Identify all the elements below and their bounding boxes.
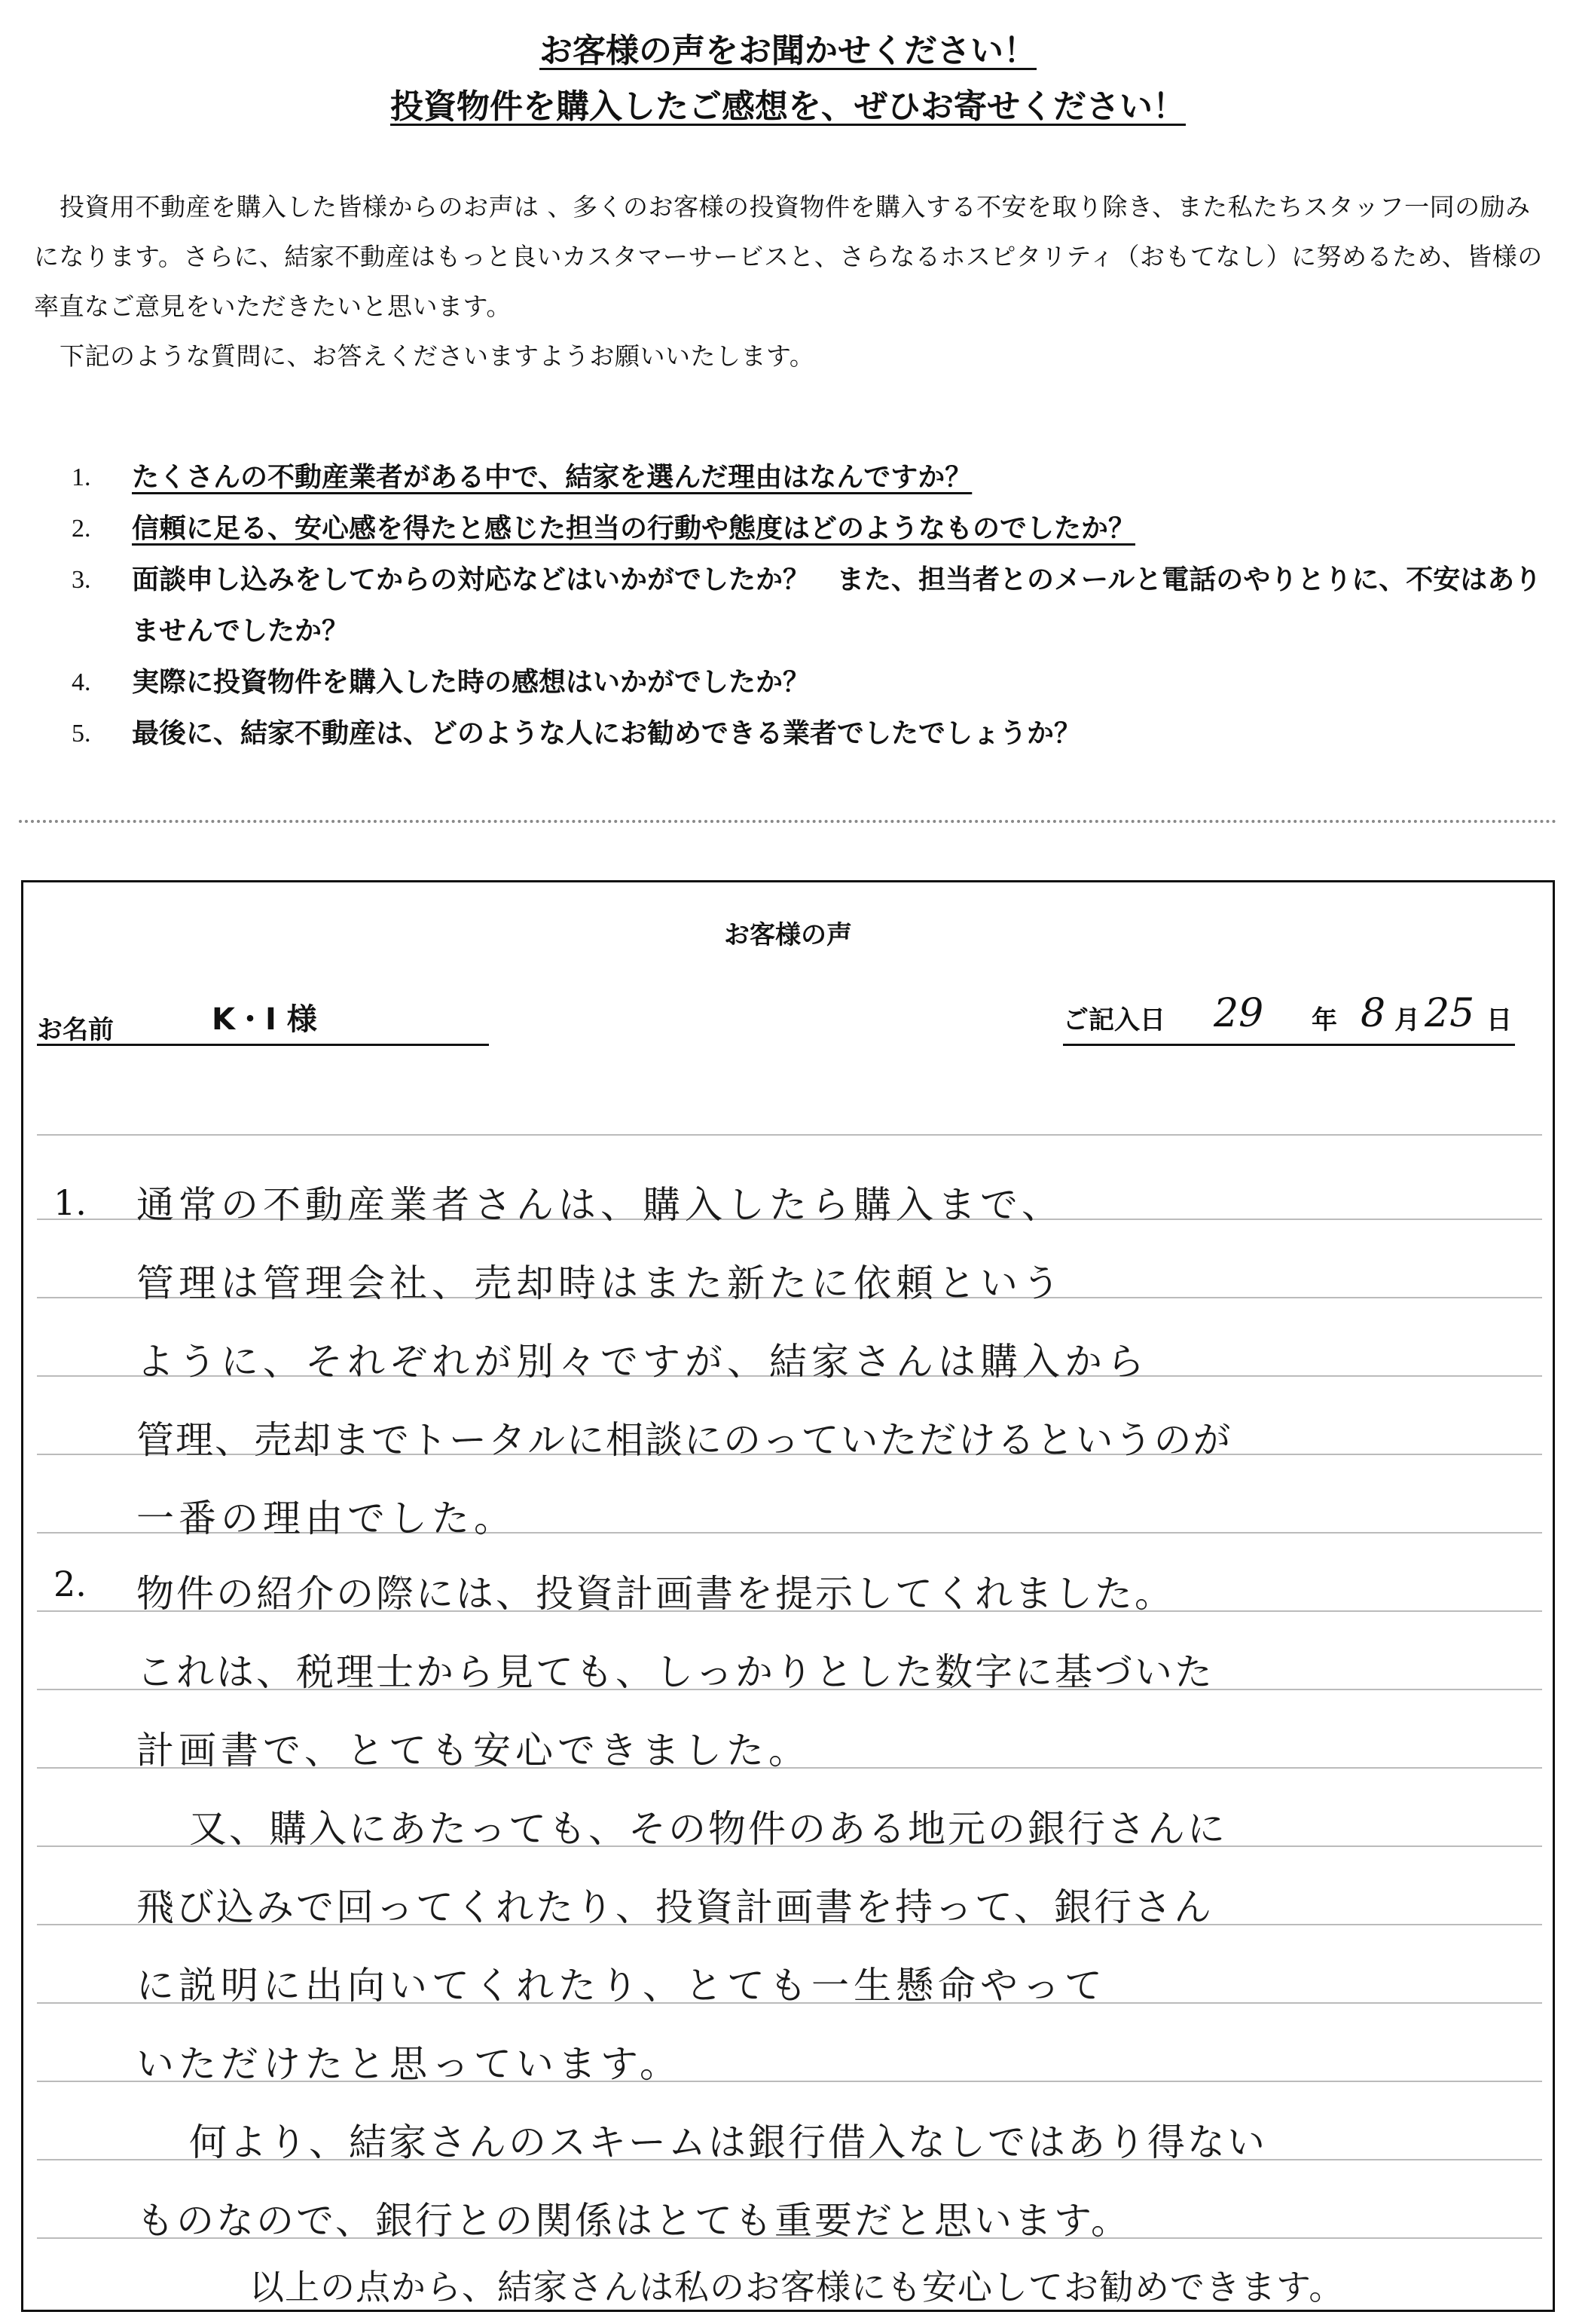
page-subtitle xyxy=(0,84,1576,130)
title-line-2: 投資物件を購入したご感想を、ぜひお寄せください！ xyxy=(390,87,1186,126)
answer-line: 計画書で、とても安心できました。 xyxy=(136,1729,811,1772)
intro-request: 下記のような質問に、お答えくださいますようお願いいたします。 xyxy=(60,341,815,371)
question-item xyxy=(72,708,1548,760)
question-item xyxy=(72,657,1548,708)
answer-line: 管理、売却までトータルに相談にのっていただけるというのが xyxy=(136,1418,1232,1462)
question-number: 5. xyxy=(72,720,91,748)
ruled-line xyxy=(37,1134,1542,1136)
page-title xyxy=(0,29,1576,74)
name-label: お名前 xyxy=(37,1015,114,1045)
date-month-unit: 月 xyxy=(1394,1005,1420,1035)
intro-paragraph: 投資用不動産を購入した皆様からのお声は 、多くのお客様の投資物件を購入する不安を取り除き、また私たちスタッフ一同の励みになります。さらに、結家不動産はもっと良いカスタマーサービスと、さらなるホスピタリティ（おもてなし）に努めるため、皆様の率直なご意見をいただきたいと思います。 xyxy=(34,192,1543,321)
answer-line: これは、税理士から見ても、しっかりとした数字に基づいた xyxy=(136,1650,1214,1694)
question-item xyxy=(72,555,1548,657)
question-list xyxy=(72,452,1548,760)
question-item xyxy=(72,503,1548,555)
question-number: 3. xyxy=(72,566,91,594)
answer-line: 以上の点から、結家さんは私のお客様にも安心してお勧めできます。 xyxy=(249,2267,1345,2307)
voice-heading: お客様の声 xyxy=(724,920,852,950)
answer-line: 物件の紹介の際には、投資計画書を提示してくれました。 xyxy=(136,1572,1174,1616)
customer-voice-box xyxy=(21,880,1555,2312)
answer-line: 管理は管理会社、売却時はまた新たに依頼という xyxy=(136,1261,1064,1305)
title-line-1: お客様の声をお聞かせください！ xyxy=(539,32,1037,70)
answer-number: 1. xyxy=(53,1182,87,1223)
question-text: 信頼に足る、安心感を得たと感じた担当の行動や態度はどのようなものでしたか？ xyxy=(132,513,1136,544)
answer-number: 2. xyxy=(53,1564,87,1604)
date-year-unit: 年 xyxy=(1312,1005,1337,1035)
date-label: ご記入日 xyxy=(1063,1005,1165,1035)
date-day: 25 xyxy=(1425,991,1475,1036)
answer-line: 通常の不動産業者さんは、購入したら購入まで、 xyxy=(136,1183,1064,1227)
date-month: 8 xyxy=(1361,991,1386,1036)
question-number: 1. xyxy=(72,463,91,491)
entry-date xyxy=(1063,992,1530,1045)
answer-line: いただけたと思っています。 xyxy=(136,2042,682,2086)
question-text: 実際に投資物件を購入した時の感想はいかがでしたか？ xyxy=(132,667,811,698)
name-underline xyxy=(37,1044,489,1046)
question-number: 2. xyxy=(72,515,91,543)
answer-line: 何より、結家さんのスキームは銀行借入なしではあり得ない xyxy=(189,2121,1267,2164)
answer-line: 一番の理由でした。 xyxy=(136,1497,516,1540)
answer-line: ように、それぞれが別々ですが、結家さんは購入から xyxy=(136,1340,1149,1384)
answer-line: 飛び込みで回ってくれたり、投資計画書を持って、銀行さん xyxy=(136,1885,1214,1929)
question-text: たくさんの不動産業者がある中で、結家を選んだ理由はなんですか？ xyxy=(132,462,973,493)
question-text: 最後に、結家不動産は、どのような人にお勧めできる業者でしたでしょうか？ xyxy=(132,718,1082,749)
date-year: 29 xyxy=(1214,991,1264,1036)
question-item xyxy=(72,452,1548,503)
answer-line: 又、購入にあたっても、その物件のある地元の銀行さんに xyxy=(189,1807,1227,1851)
name-value: K・I 様 xyxy=(212,1002,317,1037)
question-number: 4. xyxy=(72,668,91,696)
section-divider xyxy=(19,820,1557,823)
date-underline xyxy=(1063,1044,1515,1046)
question-text: 面談申し込みをしてからの対応などはいかがでしたか？ また、担当者とのメールと電話のやりとりに、不安はありませんでしたか？ xyxy=(132,564,1542,647)
answer-line: ものなので、銀行との関係はとても重要だと思います。 xyxy=(136,2199,1131,2243)
date-day-unit: 日 xyxy=(1486,1005,1512,1035)
answer-line: に説明に出向いてくれたり、とても一生懸命やって xyxy=(136,1964,1107,2008)
